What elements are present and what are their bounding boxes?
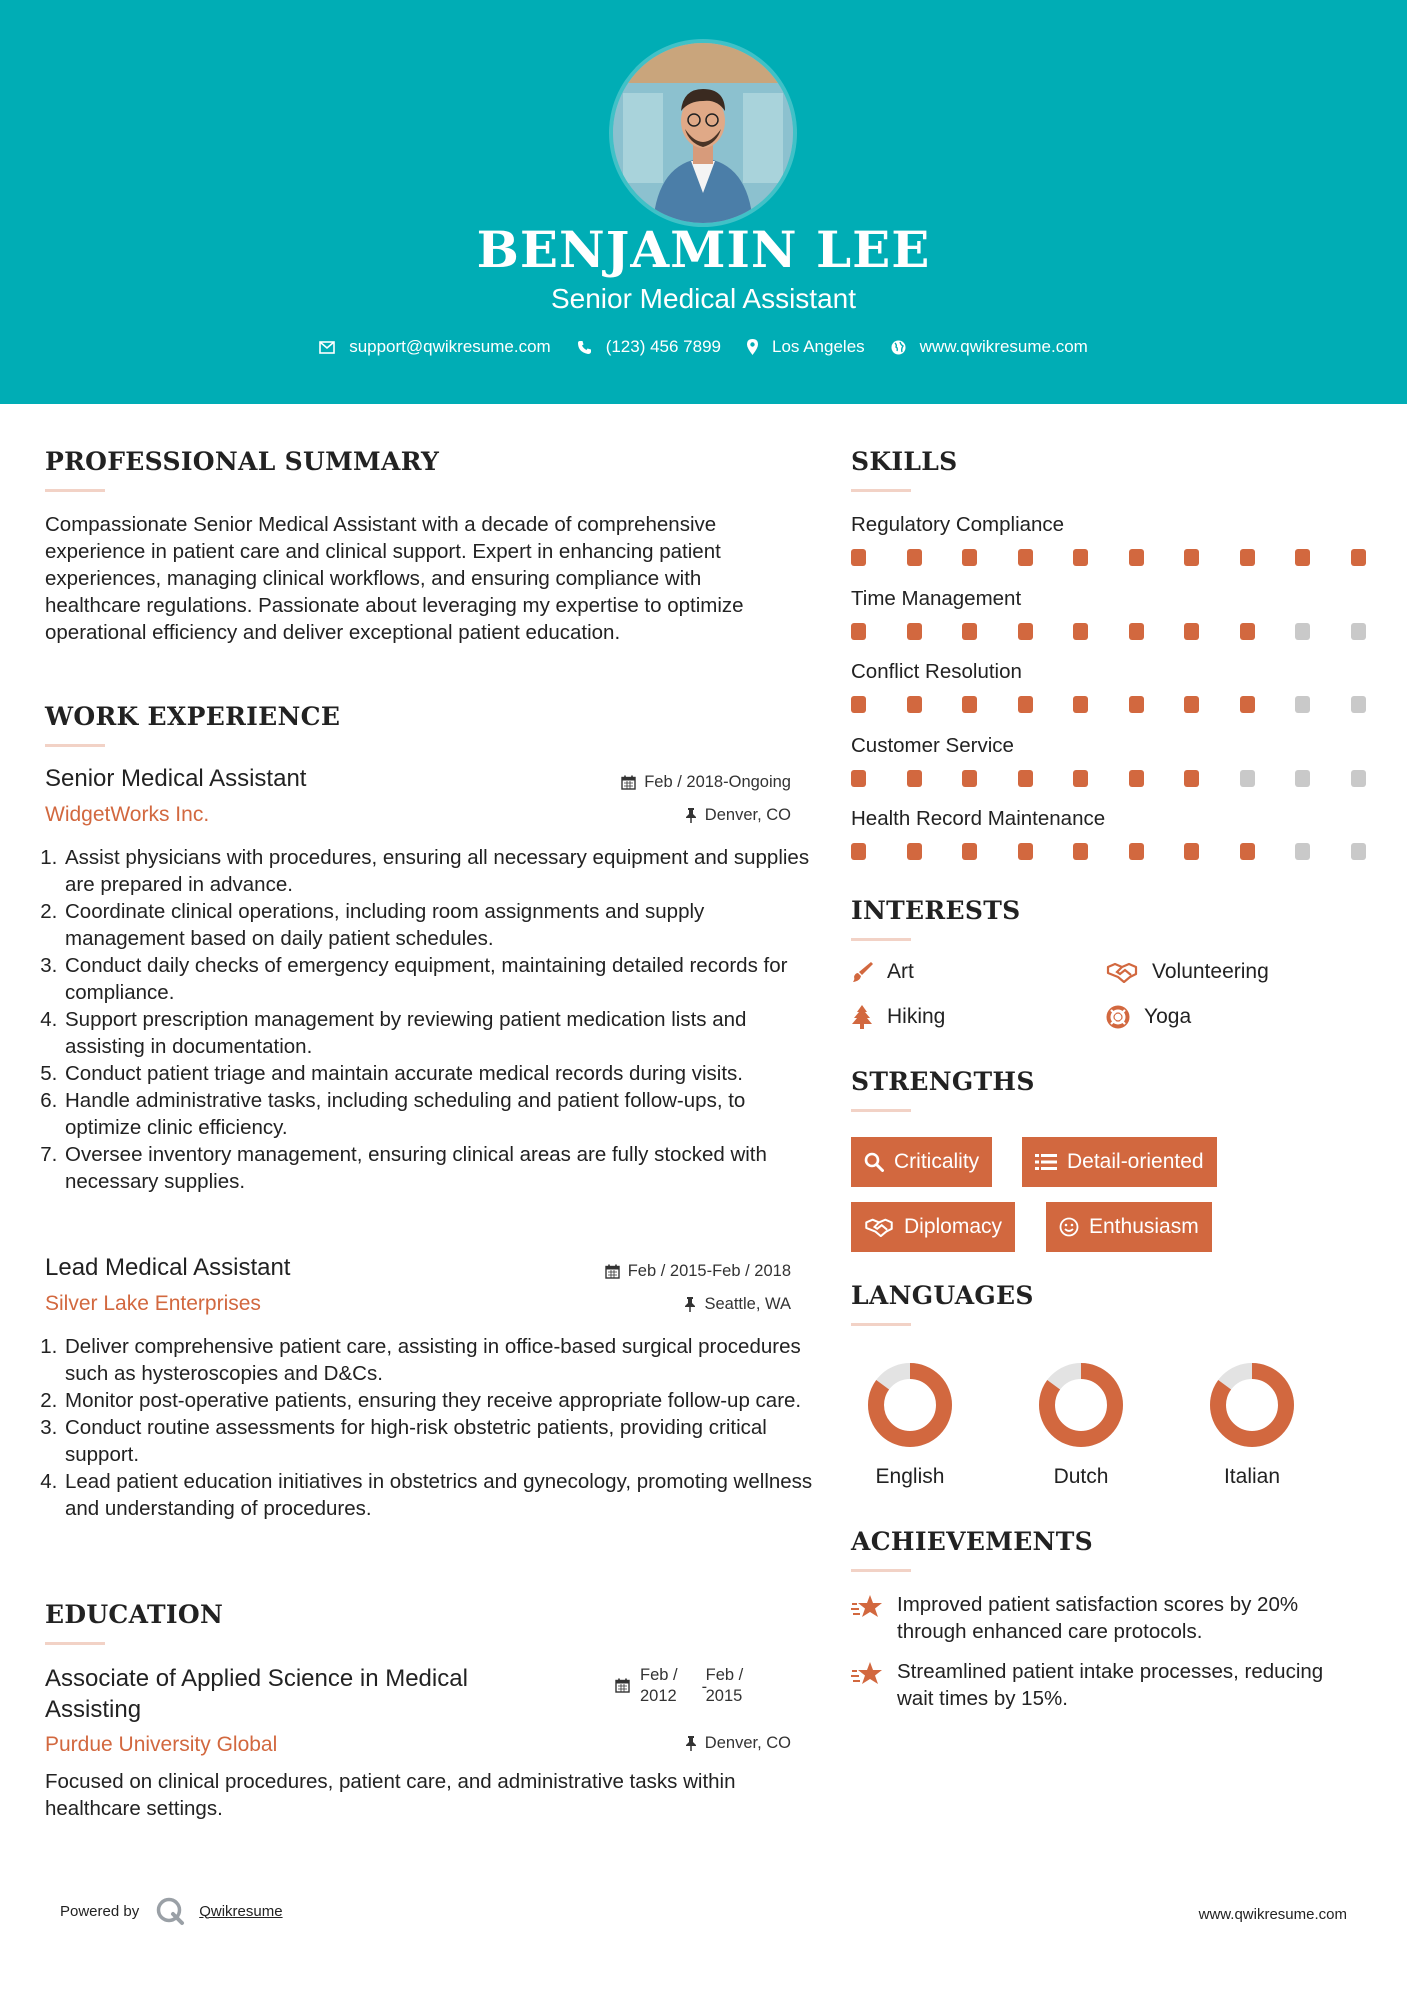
skill-rating-dot	[1018, 770, 1033, 787]
job-duties	[45, 1333, 813, 1522]
calendar-icon	[615, 1678, 630, 1693]
skill-rating-dot	[1073, 549, 1088, 566]
skill-name: Health Record Maintenance	[851, 807, 1106, 830]
life-ring-icon	[1106, 1005, 1130, 1029]
education-start: Feb / 2012	[640, 1666, 678, 1705]
language-donut	[860, 1355, 960, 1455]
pushpin-icon	[685, 1736, 697, 1751]
list-item: 2. Monitor post-operative patients, ensuring they receive appropriate follow-up care.	[63, 1387, 813, 1414]
list-item: 3. Conduct daily checks of emergency equipment, maintaining detailed records for compliance.	[63, 952, 813, 1006]
contact-phone[interactable]	[577, 337, 721, 357]
handshake-icon	[1106, 961, 1138, 983]
profile-photo	[613, 43, 793, 223]
skill-rating-dot	[1184, 770, 1199, 787]
resume-header	[0, 0, 1407, 404]
skill-rating-dot	[1018, 696, 1033, 713]
achievement-item: Improved patient satisfaction scores by 20% through enhanced care protocols.	[851, 1591, 1361, 1645]
paintbrush-icon	[851, 961, 873, 983]
skill-rating-dot	[962, 770, 977, 787]
job-location: Denver, CO	[685, 806, 791, 825]
skill-rating-dot	[1184, 549, 1199, 566]
achievements-heading: ACHIEVEMENTS	[851, 1527, 1093, 1556]
experience-heading: WORK EXPERIENCE	[45, 702, 341, 731]
job-dates: Feb / 2018-Ongoing	[621, 773, 791, 792]
candidate-title: Senior Medical Assistant	[550, 283, 857, 314]
language-label: Dutch	[1053, 1465, 1109, 1488]
star-icon	[851, 1661, 883, 1687]
skill-rating-dot	[1295, 549, 1310, 566]
list-item: 2. Coordinate clinical operations, including room assignments and supply management based on daily patient schedules.	[63, 898, 813, 952]
contact-website[interactable]	[891, 337, 1088, 357]
language-donut	[1202, 1355, 1302, 1455]
skill-rating-dot	[1295, 843, 1310, 860]
job-location: Seattle, WA	[684, 1295, 791, 1314]
skill-rating-dot	[1018, 843, 1033, 860]
skills-heading: SKILLS	[851, 447, 958, 476]
degree-title: Associate of Applied Science in Medical Assisting	[45, 1665, 468, 1723]
school-name: Purdue University Global	[45, 1733, 278, 1756]
skill-rating-dot	[1073, 843, 1088, 860]
skill-rating-dot	[851, 696, 866, 713]
skill-rating-dot	[851, 770, 866, 787]
list-item: 7. Oversee inventory management, ensuring clinical areas are fully stocked with necessary supplies.	[63, 1141, 813, 1195]
education-end: - Feb / 2015	[701, 1666, 744, 1705]
envelope-icon	[319, 341, 335, 354]
list-item: 6. Handle administrative tasks, including scheduling and patient follow-ups, to optimize clinic efficiency.	[63, 1087, 813, 1141]
summary-rule	[45, 489, 105, 492]
job-title: Lead Medical Assistant	[45, 1254, 291, 1281]
skill-rating-dot	[962, 843, 977, 860]
strength-chip: Diplomacy	[851, 1202, 1015, 1252]
skill-rating-dot	[1184, 843, 1199, 860]
pushpin-icon	[685, 808, 697, 823]
phone-text: (123) 456 7899	[605, 337, 722, 356]
skill-name: Conflict Resolution	[851, 660, 1022, 683]
language-donut	[1031, 1355, 1131, 1455]
achievement-item: Streamlined patient intake processes, reducing wait times by 15%.	[851, 1658, 1361, 1712]
list-icon	[1035, 1153, 1057, 1171]
skill-rating-dot	[907, 770, 922, 787]
tree-icon	[851, 1005, 873, 1029]
phone-icon	[577, 340, 592, 355]
skill-rating-dot	[907, 843, 922, 860]
qwikresume-logo-icon	[155, 1896, 185, 1926]
skill-rating-dot	[1129, 843, 1144, 860]
footer-powered-by	[60, 1896, 283, 1926]
pushpin-icon	[684, 1297, 696, 1312]
interest-item-art: Art	[851, 960, 914, 984]
skill-rating-dot	[851, 623, 866, 640]
job-duties	[45, 844, 813, 1195]
skill-rating-dot	[1129, 623, 1144, 640]
skill-rating-dot	[1351, 623, 1366, 640]
strength-chip: Criticality	[851, 1137, 992, 1187]
experience-rule	[45, 744, 105, 747]
education-location: Denver, CO	[685, 1734, 791, 1753]
website-text: www.qwikresume.com	[919, 337, 1088, 356]
language-label: English	[875, 1465, 945, 1488]
company-name: Silver Lake Enterprises	[45, 1292, 261, 1315]
list-item: 5. Conduct patient triage and maintain accurate medical records during visits.	[63, 1060, 813, 1087]
list-item: 1. Assist physicians with procedures, ensuring all necessary equipment and supplies are prepared in advance.	[63, 844, 813, 898]
skill-rating-dot	[1295, 623, 1310, 640]
interest-item-yoga: Yoga	[1106, 1005, 1191, 1029]
email-text: support@qwikresume.com	[349, 337, 551, 356]
skill-rating-dot	[1240, 770, 1255, 787]
skill-rating-dot	[1240, 623, 1255, 640]
skill-rating-dot	[851, 549, 866, 566]
footer-website[interactable]: www.qwikresume.com	[1198, 1906, 1347, 1923]
skill-rating-dot	[1240, 549, 1255, 566]
search-icon	[864, 1152, 884, 1172]
company-name: WidgetWorks Inc.	[45, 803, 210, 826]
skills-rule	[851, 489, 911, 492]
skill-rating-dot	[1351, 770, 1366, 787]
strength-chip: Detail-oriented	[1022, 1137, 1217, 1187]
skill-rating-dot	[1129, 696, 1144, 713]
skill-rating-dot	[962, 549, 977, 566]
strength-chip: Enthusiasm	[1046, 1202, 1212, 1252]
job-dates: Feb / 2015-Feb / 2018	[605, 1262, 791, 1281]
strengths-heading: STRENGTHS	[851, 1067, 1035, 1096]
skill-rating-dot	[1351, 696, 1366, 713]
interests-heading: INTERESTS	[851, 896, 1021, 925]
skill-rating-dot	[907, 696, 922, 713]
summary-heading: PROFESSIONAL SUMMARY	[45, 447, 440, 476]
skill-rating-dot	[1351, 549, 1366, 566]
job-title: Senior Medical Assistant	[45, 765, 307, 792]
skill-rating-dot	[1184, 623, 1199, 640]
strengths-rule	[851, 1109, 911, 1112]
smile-icon	[1059, 1217, 1079, 1237]
skill-rating-dot	[1240, 696, 1255, 713]
list-item: 3. Conduct routine assessments for high-risk obstetric patients, providing critical support.	[63, 1414, 813, 1468]
language-label: Italian	[1223, 1465, 1281, 1488]
skill-rating-dot	[1073, 623, 1088, 640]
skill-name: Regulatory Compliance	[851, 513, 1065, 536]
education-heading: EDUCATION	[45, 1600, 224, 1629]
skill-rating-dot	[1018, 549, 1033, 566]
skill-rating-dot	[962, 623, 977, 640]
skill-name: Time Management	[851, 586, 1022, 610]
skill-name: Customer Service	[851, 733, 1014, 757]
skill-rating-dot	[1184, 696, 1199, 713]
brand-link[interactable]: Qwikresume	[199, 1902, 283, 1920]
list-item: 4. Support prescription management by reviewing patient medication lists and assisting in documentation.	[63, 1006, 813, 1060]
languages-heading: LANGUAGES	[851, 1281, 1034, 1310]
contact-email[interactable]	[319, 337, 551, 357]
summary-text: Compassionate Senior Medical Assistant with a decade of comprehensive experience in patient care and clinical support. Expert in enhancing patient experiences, managing clinical workflows, and ensuring compliance with healthcare regulations. Passionate about leveraging my expertise to optimize operational efficiency and deliver exceptional patient education.	[45, 513, 744, 644]
list-item: 4. Lead patient education initiatives in obstetrics and gynecology, promoting wellness and understanding of procedures.	[63, 1468, 813, 1522]
skill-rating-dot	[907, 623, 922, 640]
skill-rating-dot	[1129, 549, 1144, 566]
skill-rating-dot	[1240, 843, 1255, 860]
interest-item-hiking: Hiking	[851, 1005, 945, 1029]
list-item: 1. Deliver comprehensive patient care, assisting in office-based surgical procedures such as hysteroscopies and D&Cs.	[63, 1333, 813, 1387]
skill-rating-dot	[1295, 696, 1310, 713]
globe-icon	[891, 340, 906, 355]
calendar-icon	[605, 1264, 620, 1279]
skill-rating-dot	[1073, 696, 1088, 713]
education-description: Focused on clinical procedures, patient care, and administrative tasks within healthcare settings.	[45, 1770, 736, 1820]
achievements-rule	[851, 1569, 911, 1572]
calendar-icon	[621, 775, 636, 790]
powered-by-label: Powered by	[60, 1902, 140, 1920]
interest-item-volunteering: Volunteering	[1106, 960, 1269, 984]
contact-location	[747, 337, 865, 357]
contact-bar	[0, 337, 1407, 357]
education-dates	[615, 1665, 743, 1707]
skill-rating-dot	[907, 549, 922, 566]
education-rule	[45, 1642, 105, 1645]
skill-rating-dot	[1295, 770, 1310, 787]
handshake-icon	[864, 1217, 894, 1237]
candidate-name: BENJAMIN LEE	[476, 220, 931, 279]
skill-rating-dot	[1129, 770, 1144, 787]
skill-rating-dot	[1073, 770, 1088, 787]
skill-rating-dot	[851, 843, 866, 860]
skill-rating-dot	[962, 696, 977, 713]
skill-rating-dot	[1351, 843, 1366, 860]
languages-rule	[851, 1323, 911, 1326]
location-text: Los Angeles	[772, 337, 865, 356]
map-marker-icon	[747, 339, 758, 355]
skill-rating-dot	[1018, 623, 1033, 640]
star-icon	[851, 1594, 883, 1620]
interests-rule	[851, 938, 911, 941]
